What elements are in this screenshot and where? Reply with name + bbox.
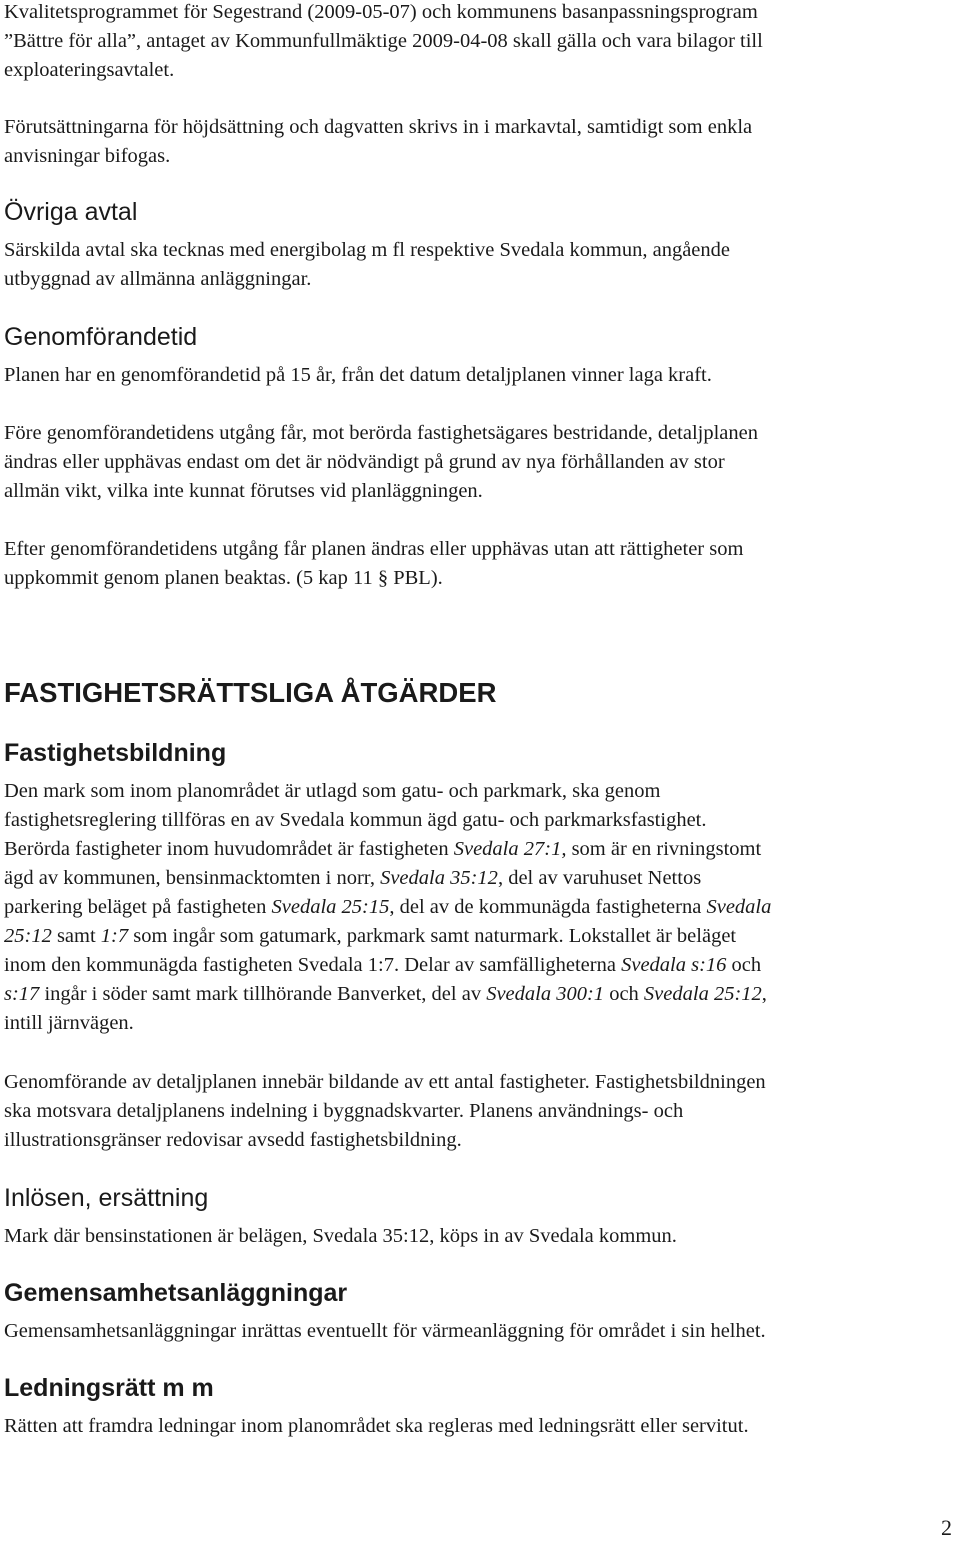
genomforandetid-paragraph-3 [4, 535, 954, 593]
text-span: PBL). [388, 567, 443, 589]
property-designation: Svedala 25:15 [271, 896, 390, 918]
property-designation: s:17 [4, 983, 40, 1005]
text-span: , [761, 983, 767, 1005]
property-designation: Svedala 300:1 [486, 983, 605, 1005]
text-line: Den mark som inom planområdet är utlagd som gatu- och parkmark, ska genom [4, 780, 661, 802]
property-designation: Svedala s:16 [621, 954, 727, 976]
ovriga-avtal-paragraph [4, 236, 954, 294]
text-line: Före genomförandetidens utgång får, mot berörda fastighetsägares bestridande, detaljplanen [4, 422, 758, 444]
property-designation: 1:7 [100, 925, 129, 947]
text-span: ingår i söder samt mark tillhörande Banverket, del av [39, 983, 487, 1005]
property-designation: 25:12 [4, 925, 52, 947]
inlosen-paragraph: Mark där bensinstationen är belägen, Svedala 35:12, köps in av Svedala kommun. [4, 1225, 677, 1247]
text-span: ägd av kommunen, bensinmacktomten i norr, [4, 867, 381, 889]
text-line: intill järnvägen. [4, 1012, 134, 1034]
heading-genomforandetid: Genomförandetid [4, 323, 198, 351]
heading-inlosen-ersattning: Inlösen, ersättning [4, 1184, 209, 1212]
genomforandetid-paragraph-1: Planen har en genomförandetid på 15 år, från det datum detaljplanen vinner laga kraft. [4, 364, 712, 386]
page-number: 2 [941, 1515, 952, 1540]
text-line: ”Bättre för alla”, antaget av Kommunfullmäktige 2009-04-08 skall gälla och vara bilagor till [4, 30, 763, 52]
text-line: exploateringsavtalet. [4, 59, 175, 81]
text-span: , del av varuhuset Nettos [497, 867, 702, 889]
heading-ledningsratt: Ledningsrätt m m [4, 1374, 214, 1402]
heading-ovriga-avtal: Övriga avtal [4, 198, 138, 226]
text-span: som är en rivningstomt [566, 838, 762, 860]
text-line: utbyggnad av allmänna anläggningar. [4, 268, 312, 290]
text-span: uppkommit genom planen beaktas. (5 kap 11 [4, 567, 378, 589]
intro-paragraph-1 [4, 0, 954, 85]
fastighetsbildning-paragraph-1 [4, 777, 954, 1038]
text-line: allmän vikt, vilka inte kunnat förutses vid planläggningen. [4, 480, 483, 502]
text-span: parkering beläget på fastigheten [4, 896, 272, 918]
text-span: samt [51, 925, 101, 947]
text-line: Förutsättningarna för höjdsättning och dagvatten skrivs in i markavtal, samtidigt som enkla [4, 116, 753, 138]
heading-gemensamhetsanlaggningar: Gemensamhetsanläggningar [4, 1279, 348, 1307]
gemensamhet-paragraph: Gemensamhetsanläggningar inrättas eventuellt för värmeanläggning för området i sin helhet. [4, 1320, 766, 1342]
text-span: och [726, 954, 762, 976]
text-span: som ingår som gatumark, parkmark samt naturmark. Lokstallet är beläget [128, 925, 737, 947]
genomforandetid-paragraph-2 [4, 419, 954, 506]
text-span: och [604, 983, 644, 1005]
text-line: anvisningar bifogas. [4, 145, 171, 167]
heading-fastighetsbildning: Fastighetsbildning [4, 739, 227, 767]
text-line: Särskilda avtal ska tecknas med energibolag m fl respektive Svedala kommun, angående [4, 239, 731, 261]
text-line: Efter genomförandetidens utgång får planen ändras eller upphävas utan att rättigheter som [4, 538, 744, 560]
text-span: , del av de kommunägda fastigheterna [389, 896, 707, 918]
heading-fastighetsrattsliga-atgarder: FASTIGHETSRÄTTSLIGA ÅTGÄRDER [4, 677, 497, 708]
fastighetsbildning-paragraph-2 [4, 1068, 954, 1155]
property-designation: Svedala 35:12 [380, 867, 498, 889]
text-line: illustrationsgränser redovisar avsedd fastighetsbildning. [4, 1129, 462, 1151]
property-designation: Svedala 25:12 [643, 983, 762, 1005]
text-line: Kvalitetsprogrammet för Segestrand (2009-05-07) och kommunens basanpassningsprogram [4, 1, 758, 23]
text-line: ändras eller upphävas endast om det är nödvändigt på grund av nya förhållanden av stor [4, 451, 725, 473]
intro-paragraph-2 [4, 113, 954, 171]
text-line: ska motsvara detaljplanens indelning i byggnadskvarter. Planens användnings- och [4, 1100, 684, 1122]
property-designation: Svedala 27:1, [453, 838, 567, 860]
section-sign: § [377, 567, 389, 589]
text-span: Berörda fastigheter inom huvudområdet är fastigheten [4, 838, 454, 860]
text-span: inom den kommunägda fastigheten Svedala 1:7. Delar av samfälligheterna [4, 954, 622, 976]
text-line: Genomförande av detaljplanen innebär bildande av ett antal fastigheter. Fastighetsbildningen [4, 1071, 766, 1093]
text-line: fastighetsreglering tillföras en av Svedala kommun ägd gatu- och parkmarksfastighet. [4, 809, 707, 831]
property-designation: Svedala [706, 896, 772, 918]
ledningsratt-paragraph: Rätten att framdra ledningar inom planområdet ska regleras med ledningsrätt eller servitut. [4, 1415, 749, 1437]
